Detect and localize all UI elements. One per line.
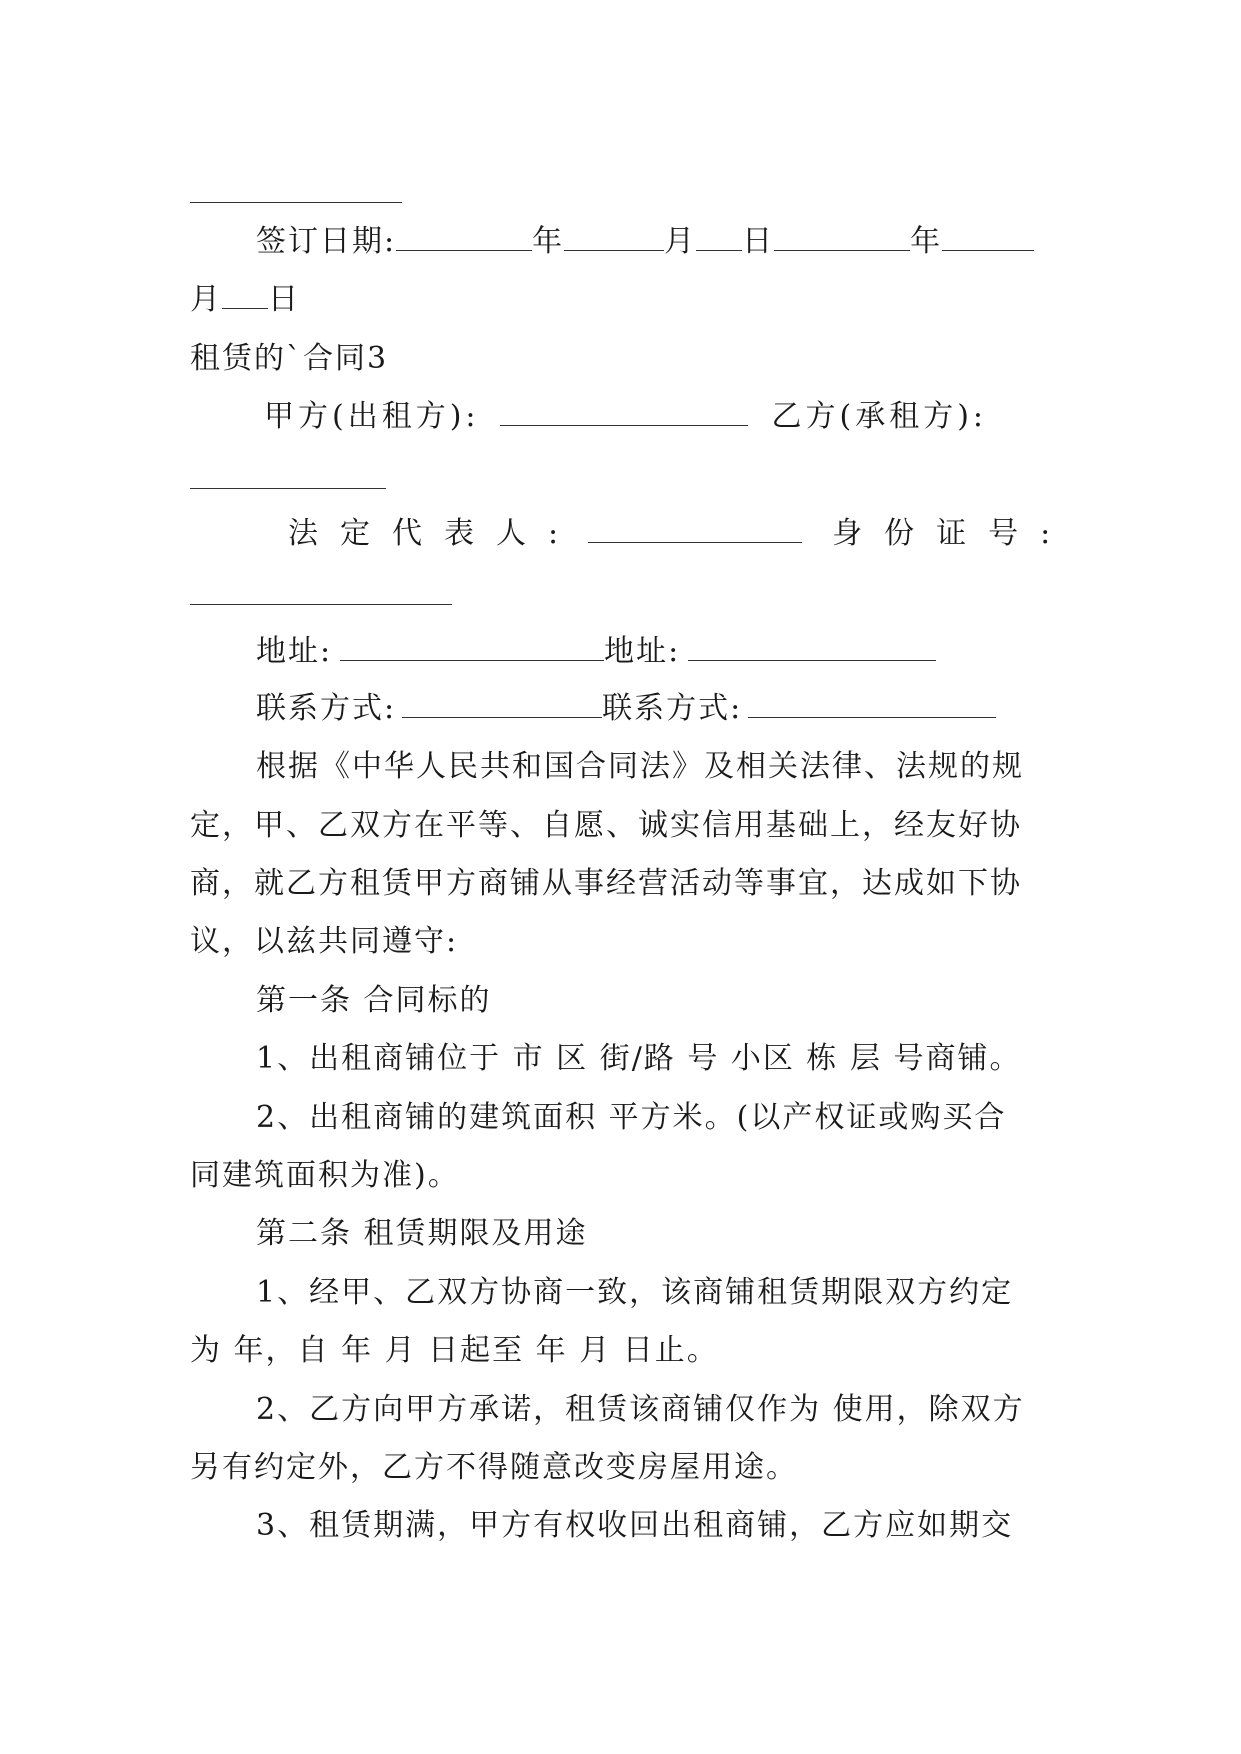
article-heading: 第一条 合同标的 bbox=[256, 983, 492, 1018]
contact-line bbox=[256, 689, 1050, 729]
blank-line bbox=[190, 604, 452, 605]
blank-line bbox=[190, 488, 386, 489]
article-item: 1、出租商铺位于 市 区 街/路 号 小区 栋 层 号商铺。 bbox=[256, 1041, 1022, 1076]
article-item-cont: 同建筑面积为准)。 bbox=[190, 1158, 460, 1193]
article-item: 3、租赁期满，甲方有权收回出租商铺，乙方应如期交 bbox=[256, 1508, 1014, 1543]
address-label-b: 地址: bbox=[604, 634, 681, 669]
preamble-line: 议，以兹共同遵守: bbox=[190, 924, 459, 959]
article-item-cont: 另有约定外，乙方不得随意改变房屋用途。 bbox=[190, 1450, 798, 1485]
article-item-cont: 为 年，自 年 月 日起至 年 月 日止。 bbox=[190, 1333, 719, 1368]
article-heading: 第二条 租赁期限及用途 bbox=[256, 1216, 588, 1251]
blank-line bbox=[190, 202, 402, 203]
rep-line bbox=[288, 514, 1073, 554]
parties-line bbox=[264, 397, 1064, 437]
preamble-line: 根据《中华人民共和国合同法》及相关法律、法规的规 bbox=[256, 749, 1024, 784]
signing-date-line: 签订日期: 年 月 日 年 bbox=[256, 222, 1050, 262]
id-label: 身份证号: bbox=[832, 516, 1073, 551]
party-a-label: 甲方(出租方): bbox=[264, 399, 480, 434]
contact-label-b: 联系方式: bbox=[602, 691, 743, 726]
document-title: 租赁的`合同3 bbox=[190, 341, 389, 376]
contact-label-a: 联系方式: bbox=[256, 691, 397, 726]
article-item: 2、出租商铺的建筑面积 平方米。(以产权证或购买合 bbox=[256, 1100, 1007, 1135]
article-item: 2、乙方向甲方承诺，租赁该商铺仅作为 使用，除双方 bbox=[256, 1392, 1025, 1427]
address-line bbox=[256, 632, 1050, 672]
preamble-line: 商，就乙方租赁甲方商铺从事经营活动等事宜，达成如下协 bbox=[190, 866, 1022, 901]
party-b-label: 乙方(承租方): bbox=[771, 399, 988, 434]
signing-date-line-cont: 月 日 bbox=[190, 282, 300, 317]
signing-date-label: 签订日期: bbox=[256, 224, 397, 259]
preamble-line: 定，甲、乙双方在平等、自愿、诚实信用基础上，经友好协 bbox=[190, 808, 1022, 843]
rep-label: 法定代表人: bbox=[288, 516, 581, 551]
article-item: 1、经甲、乙双方协商一致，该商铺租赁期限双方约定 bbox=[256, 1275, 1014, 1310]
address-label-a: 地址: bbox=[256, 634, 333, 669]
